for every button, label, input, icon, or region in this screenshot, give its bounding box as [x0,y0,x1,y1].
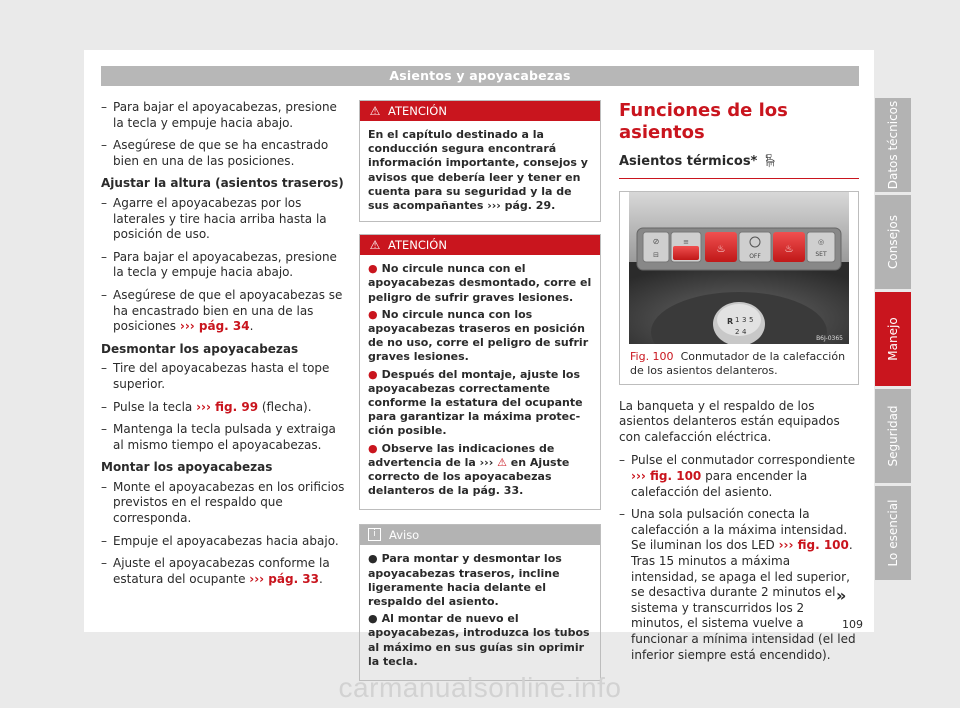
svg-text:♨: ♨ [784,243,794,255]
bullet-icon: ● [368,441,378,455]
list-item: – Para bajar el apoyacabezas, presione la tecla y empuje hacia abajo. [101,100,345,131]
bullet-text: No circule nunca con el apoyacabezas desmontado, corre el peligro de sufrir graves lesiones. [368,262,592,304]
page-ref-link[interactable]: ››› pág. 33 [249,571,320,586]
item-end: . [319,571,323,586]
tab-label: Consejos [886,215,900,269]
continue-arrow-icon: » [836,586,847,605]
column-right [619,100,859,670]
figure-code: B6J-0365 [816,334,843,342]
warning-title: ATENCIÓN [388,104,447,118]
note-bullet [368,552,592,609]
list-item [619,507,859,663]
tab-label: Seguridad [886,405,900,467]
list-item [101,288,345,335]
bullet-icon: ● [368,367,378,381]
bullet-icon: ● [368,262,378,276]
warning-bullet [368,368,592,439]
bullet-icon: ● [368,307,378,321]
note-title-bar [360,525,600,545]
heading-rear-height: Ajustar la altura (asientos traseros) [101,176,344,191]
off-label: OFF [749,252,761,260]
ref-link[interactable]: ››› [479,455,494,469]
warning-bullet [368,308,592,365]
gear-1: 1 [735,315,740,324]
bullet-end: . [519,484,524,498]
subsection-title [619,154,859,179]
warning-triangle-icon: ⚠ [369,104,381,118]
list-item: – Monte el apoyacabezas en los orificios previstos en el respaldo que corresponda. [101,480,345,527]
bullet-text: Al montar de nuevo el apoyacabezas, introduzca los tubos al máximo en sus guías sin oprimir la tecla. [368,612,590,668]
figure-label: Fig. 100 [630,349,674,363]
heated-seat-icon: 🪑︎ [761,154,779,169]
list-item: – Tire del apoyacabezas hasta el tope superior. [101,361,345,392]
bullet-icon: ● [368,552,378,566]
tab-label: Manejo [886,317,900,361]
note-bullet [368,612,592,669]
figure-ref-link[interactable]: ››› fig. 100 [631,468,702,483]
warning-triangle-icon: ⚠ [497,455,507,469]
svg-text:⊟: ⊟ [653,250,659,259]
page-header: Asientos y apoyacabezas [101,66,859,86]
body-paragraph: La banqueta y el respaldo de los asientos delanteros están equipados con calefacción eléctrica. [619,398,840,444]
heading-remove: Desmontar los apoyacabezas [101,341,299,356]
warning-title-bar [360,101,600,121]
info-icon: i [368,528,381,541]
item-end: . [249,319,254,334]
item-text: Ajuste el apoyacabezas conforme la estatura del ocupante [113,556,330,586]
svg-text:⊘: ⊘ [652,236,660,246]
svg-text:♨: ♨ [716,243,726,255]
list-item: – Mantenga la tecla pulsada y extraiga al mismo tiempo el apoyacabezas. [101,422,345,453]
warning-body [360,121,600,221]
warning-bullet [368,262,592,305]
bullet-text: No circule nunca con los apoyacabezas traseros en posición de no uso, corre el peligro de sufrir graves lesiones. [368,307,589,364]
tab-datos-tecnicos[interactable] [875,98,911,192]
seat-heating-switch-figure [629,192,849,344]
item-end: para encender la calefacción del asiento. [631,468,808,499]
page-ref-link[interactable]: ››› pág. 29 [487,199,552,213]
bullet-icon: ● [368,612,378,626]
item-text: Una sola pulsación conecta la calefacción a la máxima intensidad. Se iluminan los dos LED [631,507,848,553]
note-title: Aviso [389,528,420,543]
list-item [619,453,859,500]
item-end: (flecha). [258,399,312,414]
tab-manejo[interactable] [875,292,911,386]
figure-caption-text: Conmutador de la calefacción de los asientos delanteros. [630,349,846,377]
heading-mount: Montar los apoyacabezas [101,460,273,475]
tab-label: Lo esencial [886,499,900,567]
list-item: – Para bajar el apoyacabezas, presione la tecla y empuje hacia abajo. [101,250,345,281]
column-middle [359,100,601,693]
section-title: Funciones de los asientos [619,100,788,143]
gear-2: 2 [735,327,740,336]
figure-ref-link[interactable]: ››› fig. 100 [778,538,849,553]
figure-caption [620,344,858,378]
warning-end: . [551,199,556,213]
item-text: Pulse el conmutador correspondiente [631,453,856,468]
bullet-text: Para montar y desmontar los apoyacabezas traseros, incline ligeramente hacia delante el respaldo del asiento. [368,552,562,609]
item-text: Asegúrese de que el apoyacabezas se ha encastrado bien en una de las posiciones [113,287,343,334]
warning-triangle-icon: ⚠ [369,238,381,253]
gear-3: 3 [742,315,747,324]
list-item: – Agarre el apoyacabezas por los laterales y tire hacia arriba hasta la posición de uso. [101,196,345,243]
warning-bullet [368,442,592,499]
side-tab-strip [875,98,911,583]
warning-text: En el capítulo destinado a la conducción segura encontrará información importante, consejos y avisos que debería leer y tener en cuenta para su seguridad y la de sus acompañantes [368,128,588,213]
warning-title-bar [360,235,600,255]
subsection-text: Asientos térmicos* [619,154,758,169]
column-left [101,100,345,594]
warning-body [360,255,600,509]
bullet-text: Después del montaje, ajuste los apoyacabezas correctamente conforme la estatura del ocupante para garantizar la máxima protección posible. [368,367,583,438]
gear-4: 4 [742,327,747,336]
warning-box [359,234,601,510]
item-text: Pulse la tecla [113,399,197,414]
gear-5: 5 [749,315,754,324]
list-item: – Empuje el apoyacabezas hacia abajo. [101,534,345,550]
bullet-text-mid: en Ajuste correcto de los apoyacabezas delanteros de la pág. 33 [368,455,570,498]
gear-r: R [727,316,734,326]
bullet-text: Observe las indicaciones de advertencia de la [368,441,555,469]
svg-text:≡: ≡ [683,237,689,246]
list-item [101,400,345,416]
item-end: . Tras 15 minutos a máxima intensidad, se apaga el led superior, se desactiva durante 2 minutos el sistema y transcurridos los 2 minutos, el sistema vuelve a funcionar a mínima intensidad (el led inferior siempre está encendido). [631,538,856,662]
figure-box [619,191,859,385]
watermark: carmanualsonline.info [338,672,622,703]
tab-label: Datos técnicos [886,100,900,190]
note-body [360,545,600,680]
figure-ref-link[interactable]: ››› fig. 99 [196,399,259,414]
page-ref-link[interactable]: ››› pág. 34 [179,319,250,334]
note-box [359,524,601,681]
page-number: 109 [842,618,863,631]
set-label: SET [815,250,827,258]
tab-consejos[interactable] [875,195,911,289]
warning-box [359,100,601,222]
tab-seguridad[interactable] [875,389,911,483]
list-item: – Asegúrese de que se ha encastrado bien en una de las posiciones. [101,138,345,169]
tab-lo-esencial[interactable] [875,486,911,580]
warning-title: ATENCIÓN [388,238,447,253]
list-item [101,556,345,587]
svg-text:◎: ◎ [817,237,825,246]
